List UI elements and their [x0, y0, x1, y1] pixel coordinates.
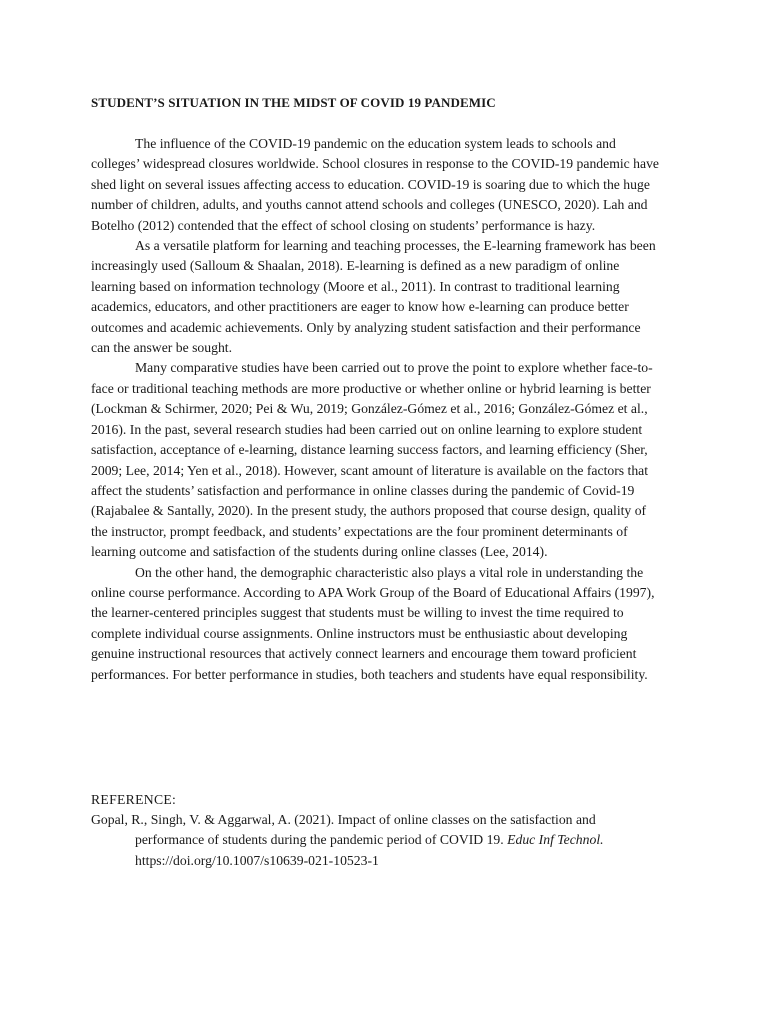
paragraph-1: The influence of the COVID-19 pandemic on the education system leads to schools and colleges’ widespread closures worldwide. School closures in response to the COVID-19 pandemic have shed light on several issues affecting access to education. COVID-19 is soaring due to which the huge number of children, adults, and youths cannot attend schools and colleges (UNESCO, 2020). Lah and Botelho (2012) contended that the effect of school closing on students’ performance is hazy. — [91, 136, 660, 233]
reference-entry — [91, 810, 659, 871]
reference-journal: Educ Inf Technol. — [507, 832, 604, 848]
paragraph-2: As a versatile platform for learning and teaching processes, the E-learning framework has been increasingly used (Salloum & Shaalan, 2018). E-learning is defined as a new paradigm of online learning based on information technology (Moore et al., 2011). In contrast to traditional learning academics, educators, and other practitioners are eager to know how e-learning can produce better outcomes and academic achievements. Only by analyzing student satisfaction and their performance can the answer be sought. — [91, 238, 656, 356]
paragraph-3: Many comparative studies have been carried out to prove the point to explore whether face-to-face or traditional teaching methods are more productive or whether online or hybrid learning is better (Lockman & Schirmer, 2020; Pei & Wu, 2019; González-Gómez et al., 2016; González-Gómez et al., 2016). In the past, several research studies had been carried out on online learning to explore student satisfaction, acceptance of e-learning, distance learning success factors, and learning efficiency (Sher, 2009; Lee, 2014; Yen et al., 2018). However, scant amount of literature is available on the factors that affect the students’ satisfaction and performance in online classes during the pandemic of Covid-19 (Rajabalee & Santally, 2020). In the present study, the authors proposed that course design, quality of the instructor, prompt feedback, and students’ expectations are the four prominent determinants of learning outcome and satisfaction of the students during online classes (Lee, 2014). — [91, 360, 653, 560]
paragraph-4: On the other hand, the demographic characteristic also plays a vital role in understanding the online course performance. According to APA Work Group of the Board of Educational Affairs (1997), the learner-centered principles suggest that students must be willing to invest the time required to complete individual course assignments. Online instructors must be enthusiastic about developing genuine instructional resources that actively connect learners and encourage them toward proficient performances. For better performance in studies, both teachers and students have equal responsibility. — [91, 564, 655, 682]
document-body — [91, 134, 659, 685]
reference-citation-text: Gopal, R., Singh, V. & Aggarwal, A. (2021). Impact of online classes on the satisfaction and performance of students during the pandemic period of COVID 19. — [91, 812, 596, 848]
reference-heading: REFERENCE: — [91, 792, 177, 807]
reference-doi: https://doi.org/10.1007/s10639-021-10523-1 — [135, 852, 379, 868]
document-title: STUDENT’S SITUATION IN THE MIDST OF COVID 19 PANDEMIC — [91, 95, 496, 110]
